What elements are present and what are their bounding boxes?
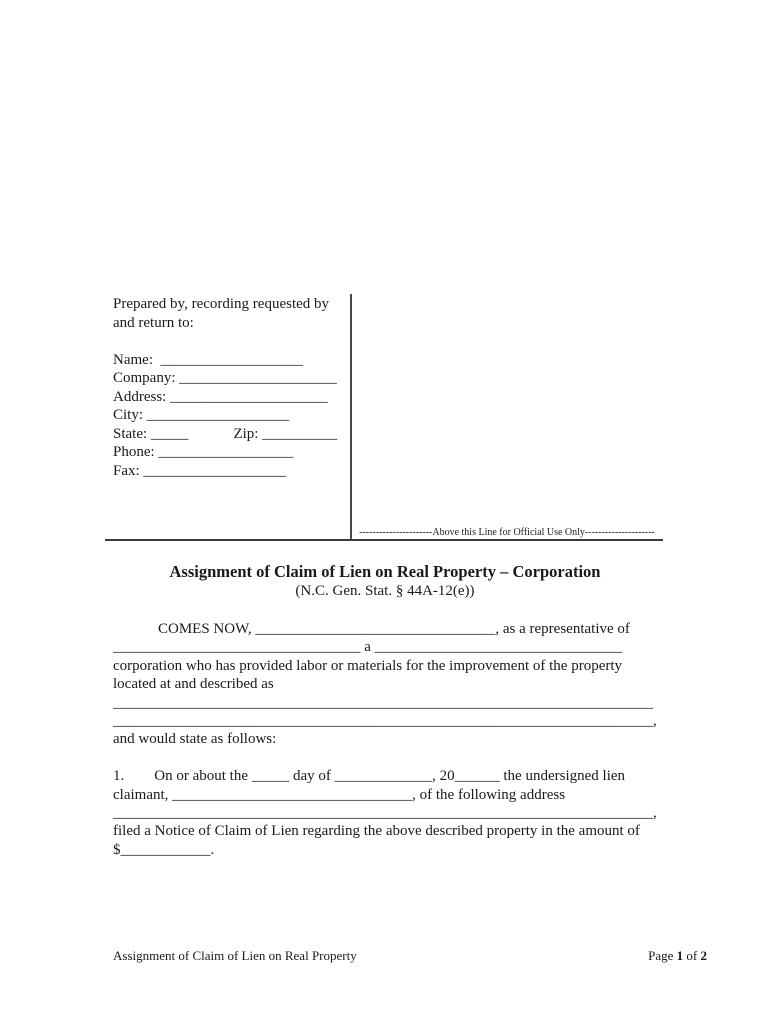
return-to-heading: and return to: <box>113 314 194 331</box>
property-blank-line: ________________________________________________________________________, <box>113 713 657 730</box>
body-line: corporation who has provided labor or materials for the improvement of the property <box>113 657 623 674</box>
footer-page-label <box>648 948 707 964</box>
footer-doc-title: Assignment of Claim of Lien on Real Property <box>113 948 357 963</box>
field-address-blank: Address: _____________________ <box>113 388 328 405</box>
field-city-blank: City: ___________________ <box>113 407 290 423</box>
corporation-blank-line: _________________________________ a _________________________________ <box>113 639 623 656</box>
page-footer <box>113 948 707 964</box>
prepared-by-block <box>113 295 337 480</box>
statute-subtitle: (N.C. Gen. Stat. § 44A-12(e)) <box>295 583 475 599</box>
field-company-blank: Company: _____________________ <box>113 370 337 386</box>
body-line: located at and described as <box>113 676 274 693</box>
comes-now-line: COMES NOW, ________________________________, as a representative of <box>113 621 630 637</box>
address-blank-line: ________________________________________________________________________, <box>113 805 657 822</box>
footer-page-middle: of <box>683 948 701 963</box>
footer-page-prefix: Page <box>648 948 677 963</box>
field-state-zip-blank: State: _____ Zip: __________ <box>113 425 338 442</box>
body-line: and would state as follows: <box>113 731 277 748</box>
footer-page-total: 2 <box>700 948 707 963</box>
vertical-divider <box>350 294 352 541</box>
spacer-line <box>113 749 661 767</box>
footer-page-number: 1 <box>676 948 684 963</box>
official-use-rule <box>105 539 663 541</box>
amount-blank-line: $____________. <box>113 841 215 858</box>
field-name-blank: Name: ___________________ <box>113 351 303 368</box>
item-1-line: 1. On or about the _____ day of _____________, 20______ the undersigned lien <box>113 768 626 785</box>
official-use-label: ----------------------Above this Line for Official Use Only--------------------- <box>359 527 655 538</box>
title-block <box>0 561 770 601</box>
prepared-by-heading: Prepared by, recording requested by <box>113 296 330 312</box>
field-phone-blank: Phone: __________________ <box>113 444 294 460</box>
body-text-block <box>113 620 661 859</box>
claimant-line: claimant, ________________________________, of the following address <box>113 786 566 803</box>
field-fax-blank: Fax: ___________________ <box>113 462 286 479</box>
body-line: filed a Notice of Claim of Lien regarding the above described property in the amount of <box>113 823 640 840</box>
document-title: Assignment of Claim of Lien on Real Property – Corporation <box>169 562 601 581</box>
spacer-line <box>113 332 337 351</box>
property-blank-line: ________________________________________________________________________ <box>113 694 653 711</box>
